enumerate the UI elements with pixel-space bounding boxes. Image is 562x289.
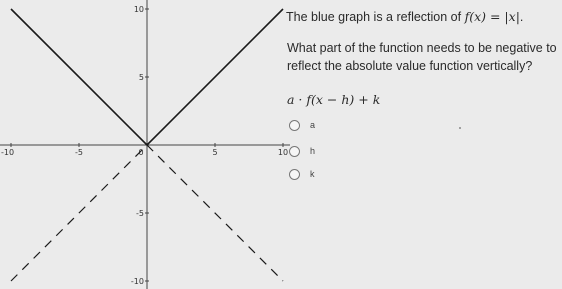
x-tick-label: 0 — [138, 148, 144, 157]
question-intro — [286, 9, 523, 24]
x-tick-label: -5 — [75, 148, 83, 157]
question-suffix: . — [519, 10, 524, 24]
radio-button-h[interactable] — [289, 146, 300, 157]
function-expression: f(x) = |x| — [464, 9, 520, 24]
y-tick-label: 5 — [138, 73, 144, 82]
option-k[interactable] — [289, 166, 315, 182]
transformation-formula: a · f(x − h) + k — [287, 92, 381, 107]
y-tick-label: -10 — [130, 277, 144, 286]
x-tick-label: 10 — [277, 148, 289, 157]
y-tick-label: -5 — [136, 209, 144, 218]
radio-button-k[interactable] — [289, 169, 300, 180]
option-h-label: h — [310, 146, 316, 156]
question-line-1: What part of the function needs to be negative to — [287, 41, 557, 55]
option-k-label: k — [310, 169, 315, 179]
option-h[interactable] — [289, 143, 315, 159]
y-tick-label: 10 — [133, 5, 144, 14]
x-tick-label: 5 — [212, 148, 218, 157]
question-prefix: The blue graph is a reflection of — [286, 10, 465, 24]
option-a[interactable] — [289, 117, 315, 133]
stray-dot — [459, 127, 461, 129]
x-tick-label: -10 — [1, 148, 15, 157]
option-a-label: a — [310, 120, 316, 130]
question-line-2: reflect the absolute value function vertically? — [287, 59, 533, 73]
radio-button-a[interactable] — [289, 120, 300, 131]
